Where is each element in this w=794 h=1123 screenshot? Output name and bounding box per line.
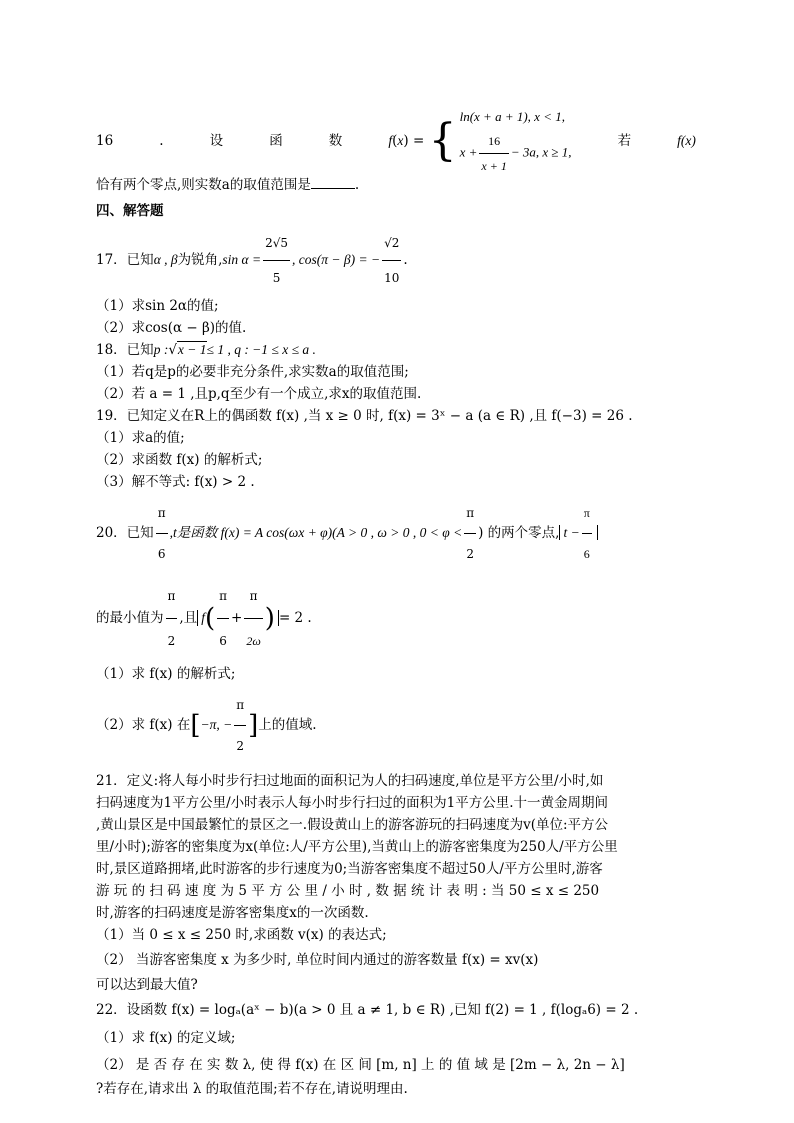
q21-part-2b: 可以达到最大值? xyxy=(96,977,198,994)
question-18: 18．已知p :√x − 1≤ 1 , q : −1 ≤ x ≤ a . xyxy=(96,342,316,358)
q21-line-1: 21．定义:将人每小时步行扫过地面的面积记为人的扫码速度,单位是平方公里/小时,如 xyxy=(96,773,604,790)
q16-piecewise-function: f(x) = { ln(x + a + 1), x < 1, x + $\frac{16}{x + 1}$ − 3a, x ≥ 1, xyxy=(388,105,571,178)
q17-vars: α , β xyxy=(153,252,178,267)
q21-part-2: （2） 当游客密集度 x 为多少时, 单位时间内通过的游客数量 f(x) = xv(x) xyxy=(96,952,539,969)
answer-blank xyxy=(311,188,355,189)
q20-plus: + xyxy=(231,610,243,627)
q21-line-4: 里/小时);游客的密集度为x(单位:人/平方公里),当黄山上的游客密集度为250人/平方公里 xyxy=(96,839,618,856)
q22-part-1: （1）求 f(x) 的定义域; xyxy=(96,1030,236,1047)
q21-line-3: ,黄山景区是中国最繁忙的景区之一.假设黄山上的游客游玩的扫码速度为v(单位:平方公 xyxy=(96,817,609,834)
q17-cos-lhs: , cos(π − β) = − xyxy=(292,252,381,267)
q16-word-shu: 数 xyxy=(328,133,343,149)
q18-lead: 18．已知 xyxy=(96,342,154,358)
q16-text: 恰有两个零点,则实数a的取值范围是 xyxy=(96,177,311,193)
q18-p-label: p : xyxy=(153,342,169,357)
q21-line-7: 时,游客的扫码速度是游客密集度x的一次函数. xyxy=(96,905,369,922)
q17-rest: 为锐角, xyxy=(177,252,223,268)
q20-two-2: 2 xyxy=(167,634,176,649)
q22-part-2b: ?若存在,请求出 λ 的取值范围;若不存在,请说明理由. xyxy=(96,1081,408,1098)
q19-part-1: （1）求a的值; xyxy=(96,430,185,446)
q20-interval: −π, − xyxy=(200,717,233,733)
q20-pi-2: π xyxy=(464,493,476,534)
q16-fx: f(x) xyxy=(677,133,696,148)
q20-six-1: 6 xyxy=(157,547,166,561)
q20-pi-4: π xyxy=(166,574,178,619)
q18-p-rest: ≤ 1 , q : −1 ≤ x ≤ a . xyxy=(206,342,316,357)
q17-sin-den: 5 xyxy=(272,271,281,285)
q20-tail: ) 的两个零点, xyxy=(478,525,560,541)
q16-case-2-den: x + 1 xyxy=(481,158,507,173)
q18-part-2: （2）若 a = 1 ,且p,q至少有一个成立,求x的取值范围. xyxy=(96,386,422,402)
question-17: 17．已知α , β为锐角,sin α = $\frac{2√5}{5}$ , cos(π − β) = − $\frac{√2}{10}$ . xyxy=(96,226,696,295)
q20-pi-7: π xyxy=(234,685,246,726)
q16-case-2b: − 3a, x ≥ 1, xyxy=(510,143,572,159)
q21-line-6: 游 玩 的 扫 码 速 度 为 5 平 方 公 里 / 小 时 , 数 据 统 计 表 明 : 当 50 ≤ x ≤ 250 xyxy=(96,883,600,900)
question-16-line-1 xyxy=(96,108,696,174)
q21-part-1: （1）当 0 ≤ x ≤ 250 时,求函数 v(x) 的表达式; xyxy=(96,927,387,944)
q17-cos-num: √2 xyxy=(382,226,401,261)
q20-mid: ,t是函数 f(x) = A cos(ωx + φ)(A > 0 , ω > 0 , 0 < φ < xyxy=(169,525,463,540)
q19-part-2: （2）求函数 f(x) 的解析式; xyxy=(96,452,263,468)
question-20-line-1 xyxy=(96,493,696,574)
q16-case-2a: x + xyxy=(459,143,478,159)
q16-word-she: 设 xyxy=(209,133,224,149)
q20-pi-5: π xyxy=(217,574,229,619)
q20-eq2: = 2 . xyxy=(278,610,312,627)
exam-page xyxy=(96,108,696,1100)
q20-abs-expr xyxy=(559,506,597,562)
q17-sin-num: 2√5 xyxy=(263,226,290,261)
q20-p2-b: 上的值域. xyxy=(258,717,317,734)
q20-six-3: 6 xyxy=(219,634,227,649)
q20-part-1: （1）求 f(x) 的解析式; xyxy=(96,666,236,683)
q19-part-3: （3）解不等式: f(x) > 2 . xyxy=(96,474,255,490)
q20-two-1: 2 xyxy=(466,547,474,561)
question-19: 19．已知定义在R上的偶函数 f(x) ,当 x ≥ 0 时, f(x) = 3ˣ − a (a ∈ R) ,且 f(−3) = 26 . xyxy=(96,408,633,424)
q17-cos-den: 10 xyxy=(384,271,400,285)
section-title: 四、解答题 xyxy=(96,203,164,219)
q16-ruo: 若 xyxy=(617,133,632,149)
q20-six-2: 6 xyxy=(583,547,590,562)
question-22: 22．设函数 f(x) = logₐ(aˣ − b)(a > 0 且 a ≠ 1, b ∈ R) ,已知 f(2) = 1 , f(logₐ6) = 2 . xyxy=(96,1002,639,1019)
q20-two-3: 2 xyxy=(236,739,244,754)
q17-sin-lhs: sin α = xyxy=(222,252,262,267)
q20-two-omega: 2ω xyxy=(246,634,261,649)
q20-f: f xyxy=(201,610,205,626)
q20-pi-3: π xyxy=(582,493,592,534)
q16-end: . xyxy=(354,177,360,193)
q17-part-1: （1）求sin 2α的值; xyxy=(96,298,219,314)
q16-dot: . xyxy=(159,133,164,149)
q20-pi-1: π xyxy=(156,493,168,534)
q20-p2-a: （2）求 f(x) 在 xyxy=(96,717,191,734)
q20-line2-a: 的最小值为 xyxy=(96,610,164,627)
q16-case-1: ln(x + a + 1), x < 1, xyxy=(459,108,565,124)
q20-part-2: （2）求 f(x) 在[−π, − $\frac{\pi}{2}$ ]上的值域. xyxy=(96,685,696,766)
q21-line-5: 时,景区道路拥堵,此时游客的步行速度为0;当游客密集度不超过50人/平方公里时,游客 xyxy=(96,861,603,878)
q20-line2-b: ,且 xyxy=(179,610,198,627)
q20-lead: 20．已知 xyxy=(96,525,154,541)
q17-part-2: （2）求cos(α − β)的值. xyxy=(96,320,247,336)
q16-word-han: 函 xyxy=(269,133,283,149)
q16-case-2-num: 16 xyxy=(479,129,508,154)
q21-line-2: 扫码速度为1平方公里/小时表示人每小时步行扫过的面积为1平方公里.十一黄金周期间 xyxy=(96,795,609,812)
q16-number: 16 xyxy=(96,133,114,149)
q20-abs-f: f( $\frac{\pi}{6}$ + $\frac{\pi}{2\omega}$ ) xyxy=(197,610,279,626)
question-20-line-2 xyxy=(96,574,696,663)
q20-pi-6: π xyxy=(244,574,262,619)
q18-radicand: x − 1 xyxy=(177,342,207,357)
q22-part-2: （2） 是 否 存 在 实 数 λ, 使 得 f(x) 在 区 间 [m, n] 上 的 值 域 是 [2m − λ, 2n − λ] xyxy=(96,1057,625,1074)
q17-lead: 17．已知 xyxy=(96,252,154,268)
q20-abs-t: t − xyxy=(563,525,580,540)
q18-part-1: （1）若q是p的必要非充分条件,求实数a的取值范围; xyxy=(96,364,409,380)
